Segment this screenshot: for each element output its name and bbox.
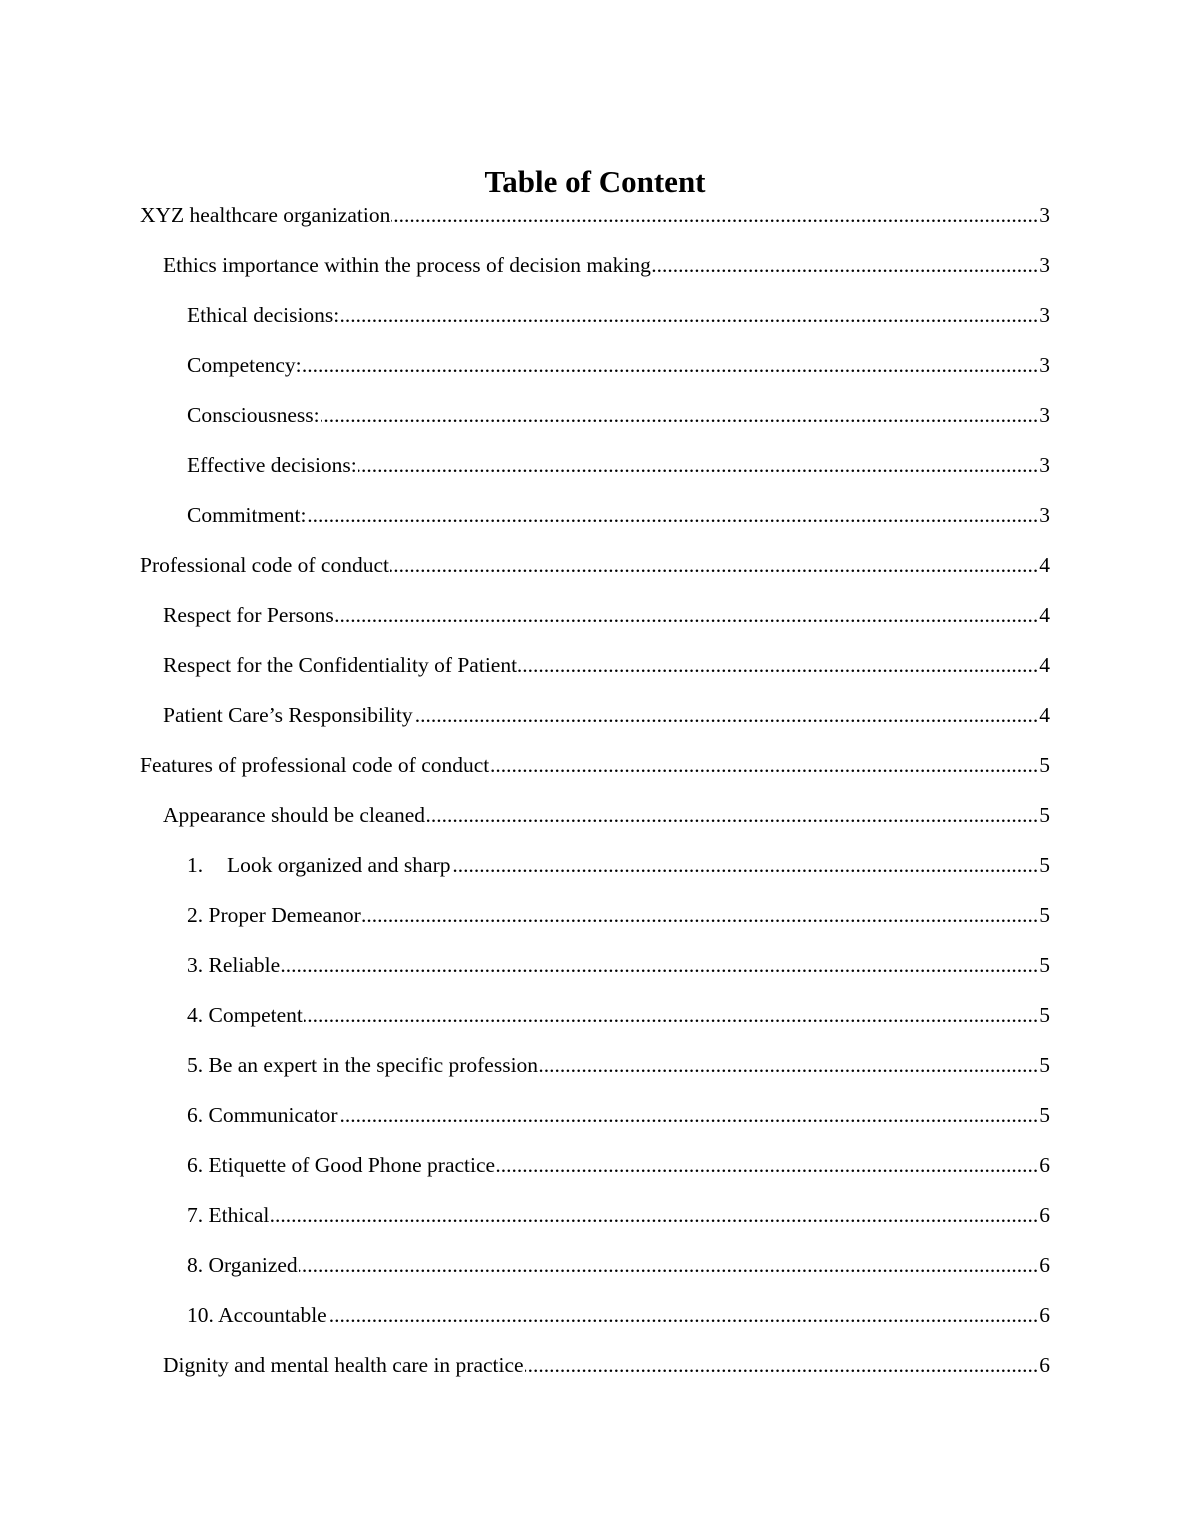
toc-page-number: 3 <box>1039 353 1050 377</box>
toc-entry-label <box>187 852 451 878</box>
toc-entry[interactable] <box>140 852 1050 902</box>
toc-dot-leader <box>490 752 1038 778</box>
toc-page-number: 3 <box>1039 503 1050 527</box>
toc-entry[interactable] <box>140 452 1050 502</box>
toc-page-number: 3 <box>1039 303 1050 327</box>
toc-entry-label: Appearance should be cleaned <box>163 803 426 827</box>
toc-dot-leader <box>328 1302 1039 1328</box>
toc-entry-text: Look organized and sharp <box>227 853 451 877</box>
toc-entry[interactable] <box>140 1052 1050 1102</box>
toc-entry[interactable] <box>140 302 1050 352</box>
toc-dot-leader <box>358 452 1038 478</box>
toc-page-number: 6 <box>1039 1153 1050 1177</box>
toc-entry-label: 6. Communicator <box>187 1103 338 1127</box>
toc-entry-label: Ethics importance within the process of decision making <box>163 253 651 277</box>
toc-dot-leader <box>539 1052 1038 1078</box>
toc-page-number: 4 <box>1039 553 1050 577</box>
toc-dot-leader <box>335 602 1038 628</box>
toc-entry-label: Effective decisions: <box>187 453 357 477</box>
toc-entry-label: 5. Be an expert in the specific profession <box>187 1053 539 1077</box>
toc-dot-leader <box>321 402 1039 428</box>
toc-page-number: 3 <box>1039 253 1050 277</box>
toc-entry[interactable] <box>140 652 1050 702</box>
toc-page-number: 5 <box>1039 753 1050 777</box>
toc-dot-leader <box>307 502 1038 528</box>
toc-dot-leader <box>270 1202 1038 1228</box>
toc-entry[interactable] <box>140 1002 1050 1052</box>
toc-entry[interactable] <box>140 702 1050 752</box>
toc-entry[interactable] <box>140 502 1050 552</box>
toc-dot-leader <box>518 652 1038 678</box>
toc-dot-leader <box>496 1152 1038 1178</box>
toc-entry[interactable] <box>140 802 1050 852</box>
toc-entry-label: XYZ healthcare organization <box>140 203 391 227</box>
toc-entry-label: 4. Competent <box>187 1003 303 1027</box>
toc-page-number: 5 <box>1039 903 1050 927</box>
toc-page-number: 3 <box>1039 453 1050 477</box>
toc-page-number: 5 <box>1039 1003 1050 1027</box>
toc-entry-label: 7. Ethical <box>187 1203 270 1227</box>
toc-entry[interactable] <box>140 902 1050 952</box>
toc-entry-label: Dignity and mental health care in practice <box>163 1353 524 1377</box>
toc-entry[interactable] <box>140 552 1050 602</box>
toc-dot-leader <box>303 352 1039 378</box>
toc-entry[interactable] <box>140 1302 1050 1352</box>
toc-page-number: 6 <box>1039 1203 1050 1227</box>
toc-entry-label: 3. Reliable <box>187 953 281 977</box>
toc-entry[interactable] <box>140 602 1050 652</box>
toc-dot-leader <box>362 902 1039 928</box>
toc-entry-label: Respect for the Confidentiality of Patient <box>163 653 518 677</box>
toc-entry[interactable] <box>140 1352 1050 1402</box>
toc-entry[interactable] <box>140 1252 1050 1302</box>
toc-entry[interactable] <box>140 252 1050 302</box>
toc-page-number: 5 <box>1039 1053 1050 1077</box>
toc-dot-leader <box>452 852 1039 878</box>
toc-page-number: 3 <box>1039 403 1050 427</box>
toc-page-number: 6 <box>1039 1303 1050 1327</box>
toc-page-number: 4 <box>1039 603 1050 627</box>
toc-page-number: 3 <box>1039 203 1050 227</box>
toc-dot-leader <box>281 952 1038 978</box>
toc-dot-leader <box>426 802 1038 828</box>
toc-dot-leader <box>299 1252 1039 1278</box>
toc-page-number: 5 <box>1039 853 1050 877</box>
toc-page-number: 5 <box>1039 1103 1050 1127</box>
toc-page-number: 5 <box>1039 953 1050 977</box>
toc-entry-label: Commitment: <box>187 503 307 527</box>
toc-entry-label: Features of professional code of conduct <box>140 753 490 777</box>
toc-entry-label: 8. Organized <box>187 1253 298 1277</box>
toc-entry-label: Professional code of conduct <box>140 553 389 577</box>
toc-entry[interactable] <box>140 1202 1050 1252</box>
toc-dot-leader <box>340 302 1038 328</box>
toc-entry[interactable] <box>140 202 1050 252</box>
toc-entry[interactable] <box>140 402 1050 452</box>
toc-page-number: 6 <box>1039 1253 1050 1277</box>
toc-title: Table of Content <box>484 164 706 199</box>
toc-dot-leader <box>390 552 1038 578</box>
toc-entry[interactable] <box>140 1102 1050 1152</box>
toc-dot-leader <box>414 702 1039 728</box>
toc-entry-number: 1. <box>187 853 204 877</box>
toc-dot-leader <box>525 1352 1039 1378</box>
toc-entry-label: Competency: <box>187 353 302 377</box>
toc-entry-label: Ethical decisions: <box>187 303 340 327</box>
toc-entry-label: 10. Accountable <box>187 1303 327 1327</box>
toc-page-number: 5 <box>1039 803 1050 827</box>
toc-dot-leader <box>304 1002 1038 1028</box>
toc-dot-leader <box>652 252 1038 278</box>
toc-entry[interactable] <box>140 352 1050 402</box>
toc-entry[interactable] <box>140 752 1050 802</box>
toc-entry-label: 2. Proper Demeanor <box>187 903 361 927</box>
toc-entry[interactable] <box>140 1152 1050 1202</box>
toc-entry-label: Respect for Persons <box>163 603 334 627</box>
toc-page-number: 4 <box>1039 703 1050 727</box>
toc-entry-label: Patient Care’s Responsibility <box>163 703 413 727</box>
toc-entry[interactable] <box>140 952 1050 1002</box>
toc-entry-label: Consciousness: <box>187 403 320 427</box>
toc-entry-label: 6. Etiquette of Good Phone practice <box>187 1153 496 1177</box>
toc-dot-leader <box>338 1102 1038 1128</box>
toc-page-number: 4 <box>1039 653 1050 677</box>
table-of-contents <box>140 202 1050 1402</box>
toc-page-number: 6 <box>1039 1353 1050 1377</box>
toc-dot-leader <box>391 202 1038 228</box>
